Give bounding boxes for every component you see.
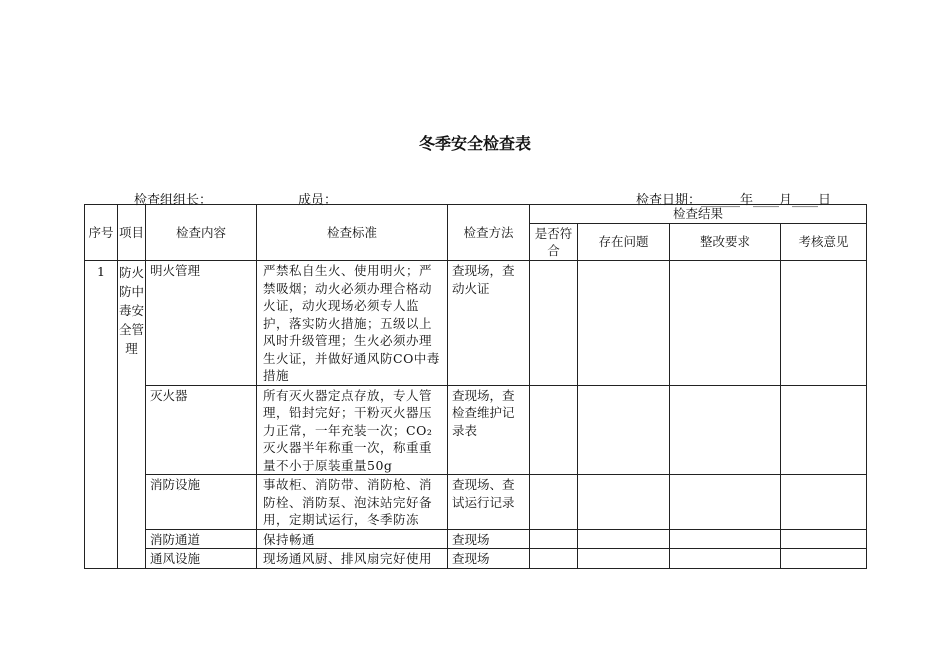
row-content: 消防设施 xyxy=(146,475,257,530)
header-rectify: 整改要求 xyxy=(670,224,781,261)
group-seq: 1 xyxy=(85,261,118,569)
check-date-label: 检查日期：______年____月____日 xyxy=(636,193,832,208)
row-method: 查现场，查检查维护记录表 xyxy=(448,385,530,475)
row-standard: 保持畅通 xyxy=(257,529,448,549)
row-standard: 所有灭火器定点存放，专人管理，铅封完好；干粉灭火器压力正常，一年充装一次；CO₂灭火器半年称重一次，称重重量不小于原装重量50g xyxy=(257,385,448,475)
row-content: 通风设施 xyxy=(146,549,257,569)
page-title: 冬季安全检查表 xyxy=(418,134,531,153)
row-method: 查现场，查动火证 xyxy=(448,261,530,386)
cell-opinion[interactable] xyxy=(781,261,867,386)
header-seq: 序号 xyxy=(85,205,118,261)
leader-label: 检查组组长： xyxy=(134,193,213,208)
cell-opinion[interactable] xyxy=(781,385,867,475)
members-label: 成员： xyxy=(298,193,338,208)
group-item: 防火防中毒安全管理 xyxy=(118,261,146,569)
cell-opinion[interactable] xyxy=(781,549,867,569)
header-conform: 是否符合 xyxy=(530,224,578,261)
header-content: 检查内容 xyxy=(146,205,257,261)
header-problem: 存在问题 xyxy=(578,224,670,261)
row-method: 查现场 xyxy=(448,529,530,549)
header-standard: 检查标准 xyxy=(257,205,448,261)
cell-problem[interactable] xyxy=(578,549,670,569)
cell-conform[interactable] xyxy=(530,475,578,530)
header-result: 检查结果 xyxy=(530,205,867,224)
cell-conform[interactable] xyxy=(530,261,578,386)
cell-rectify[interactable] xyxy=(670,475,781,530)
cell-conform[interactable] xyxy=(530,529,578,549)
header-opinion: 考核意见 xyxy=(781,224,867,261)
header-item: 项目 xyxy=(118,205,146,261)
inspection-table xyxy=(84,204,867,569)
row-method: 查现场、查试运行记录 xyxy=(448,475,530,530)
cell-problem[interactable] xyxy=(578,261,670,386)
row-content: 灭火器 xyxy=(146,385,257,475)
cell-rectify[interactable] xyxy=(670,549,781,569)
cell-rectify[interactable] xyxy=(670,385,781,475)
cell-opinion[interactable] xyxy=(781,475,867,530)
header-method: 检查方法 xyxy=(448,205,530,261)
cell-conform[interactable] xyxy=(530,385,578,475)
row-standard: 现场通风厨、排风扇完好使用 xyxy=(257,549,448,569)
cell-rectify[interactable] xyxy=(670,261,781,386)
cell-problem[interactable] xyxy=(578,385,670,475)
cell-conform[interactable] xyxy=(530,549,578,569)
cell-problem[interactable] xyxy=(578,529,670,549)
row-content: 明火管理 xyxy=(146,261,257,386)
cell-problem[interactable] xyxy=(578,475,670,530)
row-standard: 事故柜、消防带、消防枪、消防栓、消防泵、泡沫站完好备用，定期试运行，冬季防冻 xyxy=(257,475,448,530)
cell-rectify[interactable] xyxy=(670,529,781,549)
row-standard: 严禁私自生火、使用明火；严禁吸烟；动火必须办理合格动火证，动火现场必须专人监护，落实防火措施；五级以上风时升级管理；生火必须办理生火证，并做好通风防CO中毒措施 xyxy=(257,261,448,386)
row-method: 查现场 xyxy=(448,549,530,569)
cell-opinion[interactable] xyxy=(781,529,867,549)
row-content: 消防通道 xyxy=(146,529,257,549)
